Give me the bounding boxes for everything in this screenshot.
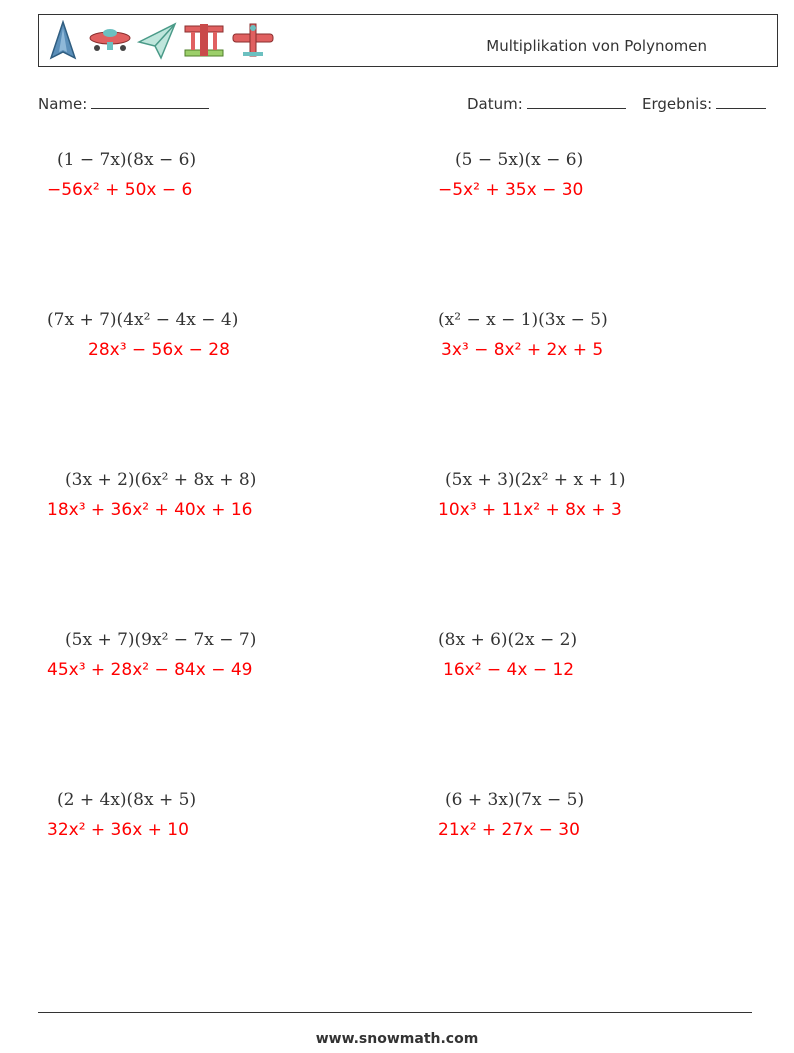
plane-icon [87,20,133,62]
date-blank[interactable] [527,94,626,109]
answer-10: 21x² + 27x − 30 [438,820,580,840]
name-label: Name: [38,95,88,113]
problem-10: (6 + 3x)(7x − 5) [445,790,585,810]
answer-2: −5x² + 35x − 30 [438,180,584,200]
answer-6: 10x³ + 11x² + 8x + 3 [438,500,622,520]
result-label: Ergebnis: [642,95,713,113]
problem-4: (x² − x − 1)(3x − 5) [438,310,608,330]
date-field [467,94,626,113]
problem-3: (7x + 7)(4x² − 4x − 4) [47,310,239,330]
answer-1: −56x² + 50x − 6 [47,180,193,200]
name-field [38,94,209,113]
date-label: Datum: [467,95,523,113]
problem-6: (5x + 3)(2x² + x + 1) [445,470,626,490]
answer-5: 18x³ + 36x² + 40x + 16 [47,500,253,520]
problem-9: (2 + 4x)(8x + 5) [57,790,197,810]
answer-8: 16x² − 4x − 12 [443,660,575,680]
problem-8: (8x + 6)(2x − 2) [438,630,578,650]
result-field [642,94,766,113]
name-blank[interactable] [91,94,209,109]
biplane-icon [181,20,227,62]
small-plane-icon [231,20,275,62]
worksheet-title: Multiplikation von Polynomen [486,37,707,55]
problem-2: (5 − 5x)(x − 6) [455,150,584,170]
paper-plane-icon [137,20,177,62]
problem-7: (5x + 7)(9x² − 7x − 7) [65,630,257,650]
problem-5: (3x + 2)(6x² + 8x + 8) [65,470,257,490]
answer-3: 28x³ − 56x − 28 [88,340,230,360]
answer-7: 45x³ + 28x² − 84x − 49 [47,660,253,680]
rocket-icon [45,20,81,62]
footer-divider [38,1012,752,1013]
worksheet-header [38,14,778,67]
footer-url[interactable]: www.snowmath.com [315,1031,479,1047]
answer-4: 3x³ − 8x² + 2x + 5 [441,340,604,360]
answer-9: 32x² + 36x + 10 [47,820,189,840]
result-blank[interactable] [716,94,766,109]
problem-1: (1 − 7x)(8x − 6) [57,150,197,170]
